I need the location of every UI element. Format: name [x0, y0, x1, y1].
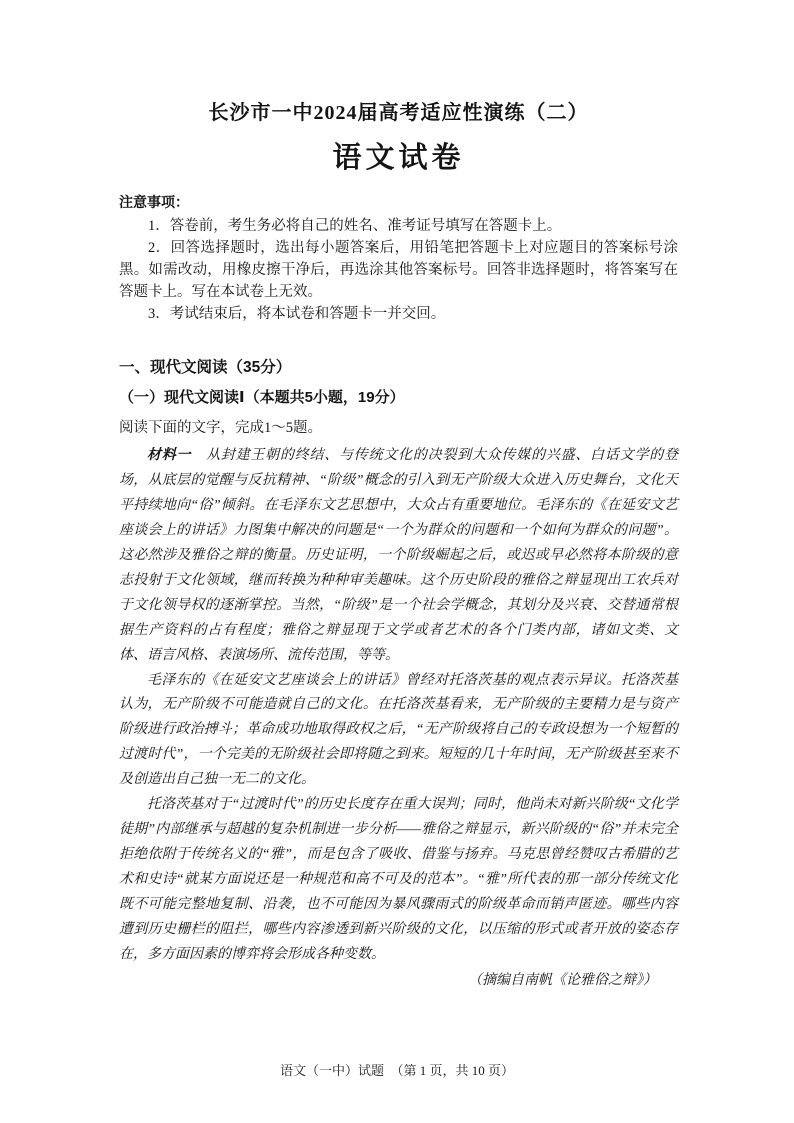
paper-subject-title: 语文试卷: [332, 142, 465, 174]
subsection-heading: （一）现代文阅读Ⅰ（本题共5小题，19分）: [119, 389, 405, 407]
exam-title: 长沙市一中2024届高考适应性演练（二）: [208, 102, 589, 124]
material-paragraph-2: 毛泽东的《在延安文艺座谈会上的讲话》曾经对托洛茨基的观点表示异议。托洛茨基认为，无产阶级不可能造就自己的文化。在托洛茨基看来，无产阶级的主要精力是与资产阶级进行政治搏斗；革命成功地取得政权之后，“无产阶级将自己的专政设想为一个短暂的过渡时代”，一个完美的无阶级社会即将随之到来。短短的几十年时间，无产阶级甚至来不及创造出自己独一无二的文化。: [119, 672, 678, 788]
page-footer: [0, 1060, 794, 1079]
paper-header: [119, 96, 678, 176]
notice-item-2: 2．回答选择题时，选出每小题答案后，用铅笔把答题卡上对应题目的答案标号涂黑。如需改动，用橡皮擦干净后，再选涂其他答案标号。回答非选择题时，将答案写在答题卡上。写在本试卷上无效。: [119, 240, 678, 301]
notice-item-1: 1．答卷前，考生务必将自己的姓名、准考证号填写在答题卡上。: [148, 218, 562, 235]
reading-section: [119, 355, 678, 994]
section-heading: 一、现代文阅读（35分）: [119, 359, 292, 377]
reading-material: [119, 444, 678, 994]
notice-section: [119, 192, 678, 325]
material-paragraph-3: 托洛茨基对于“过渡时代”的历史长度存在重大误判；同时，他尚未对新兴阶级“文化学徒期”内部继承与超越的复杂机制进一步分析——雅俗之辩显示，新兴阶级的“俗”并未完全拒绝依附于传统名义的“雅”，而是包含了吸收、借鉴与扬弃。马克思曾经赞叹古希腊的艺术和史诗“就某方面说还是一种规范和高不可及的范本”。“雅”所代表的那一部分传统文化既不可能完整地复制、沿袭，也不可能因为暴风骤雨式的阶级革命而销声匿迹。哪些内容遭到历史栅栏的阻拦，哪些内容渗透到新兴阶级的文化，以压缩的形式或者开放的姿态存在，多方面因素的博弈将会形成各种变数。: [119, 797, 678, 962]
material-paragraph-1-text: 从封建王朝的终结、与传统文化的决裂到大众传媒的兴盛、白话文学的登场，从底层的觉醒与反抗精神、“阶级”概念的引入到无产阶级大众进入历史舞台，文化天平持续地向“俗”倾斜。在毛泽东文艺思想中，大众占有重要地位。毛泽东的《在延安文艺座谈会上的讲话》力图集中解决的问题是“一个为群众的问题和一个如何为群众的问题”。这必然涉及雅俗之辩的衡量。历史证明，一个阶级崛起之后，或迟或早必然将本阶级的意志投射于文化领域，继而转换为种种审美趣味。这个历史阶段的雅俗之辩显现出工农兵对于文化领导权的逐渐掌控。当然，“阶级”是一个社会学概念，其划分及兴衰、交替通常根据生产资料的占有程度；雅俗之辩显现于文学或者艺术的各个门类内部，诸如文类、文体、语言风格、表演场所、流传范围，等等。: [119, 448, 679, 663]
reading-instruction: 阅读下面的文字，完成1～5题。: [119, 420, 322, 437]
notice-heading: 注意事项：: [119, 194, 189, 210]
material-label: 材料一: [147, 448, 207, 464]
material-paragraph-1: [119, 444, 678, 668]
page-footer-text: 语文（一中）试题 （第 1 页，共 10 页）: [279, 1063, 514, 1078]
material-attribution: （摘编自南帆《论雅俗之辩》）: [468, 973, 657, 989]
notice-item-3: 3．考试结束后，将本试卷和答题卡一并交回。: [148, 306, 446, 323]
